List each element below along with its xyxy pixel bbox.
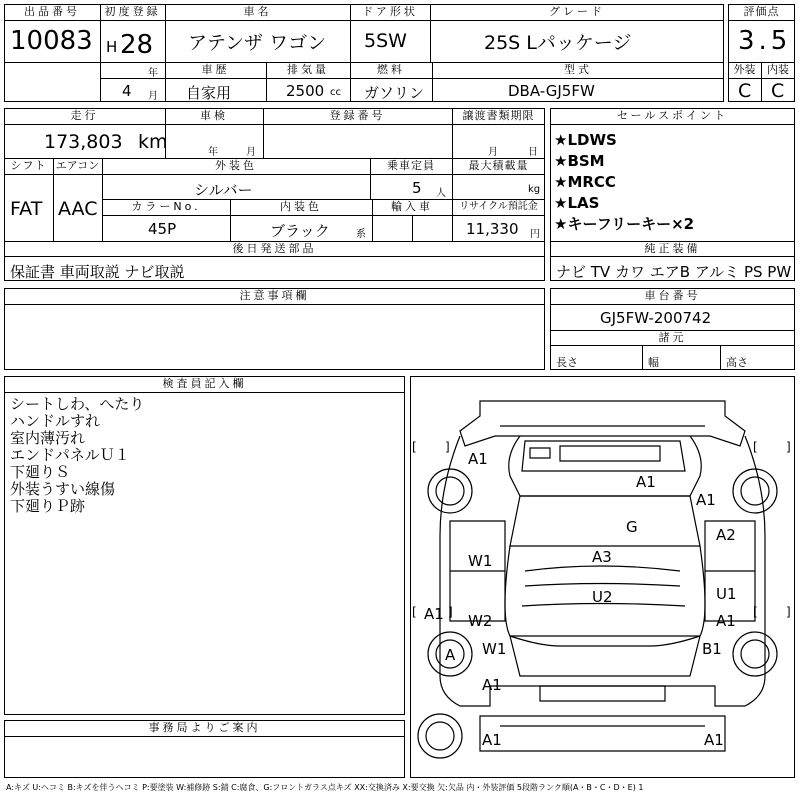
first-reg-era: H — [106, 38, 118, 56]
displacement-label: 排気量 — [287, 63, 329, 76]
mileage: 173,803 — [44, 131, 123, 153]
later-parts-label: 後日発送部品 — [232, 242, 317, 255]
transfer-day-unit: 日 — [528, 147, 538, 158]
inspector-line: シートしわ、へたり — [10, 395, 145, 413]
notes-label: 注意事項欄 — [239, 289, 310, 302]
mark-left-rear-fender: W1 — [482, 640, 507, 658]
lot-no: 10083 — [10, 26, 93, 56]
sales-point-item: ★BSM — [554, 152, 605, 170]
inspection-label: 車検 — [200, 109, 228, 122]
first-reg-month-unit: 月 — [148, 91, 158, 102]
first-reg-label: 初度登録 — [104, 5, 161, 18]
mark-rear-bumper-right: A1 — [704, 731, 724, 749]
inspector-line: 室内薄汚れ — [10, 429, 86, 447]
sales-label: セールスポイント — [616, 109, 728, 122]
max-load-unit: kg — [528, 184, 541, 195]
office-label: 事務局よりご案内 — [148, 721, 261, 734]
int-grade: C — [771, 80, 785, 102]
car-name: アテンザ ワゴン — [188, 32, 327, 54]
inspector-line: 下廻りＰ跡 — [10, 497, 86, 515]
mark-right-front-door: A2 — [716, 526, 736, 544]
mark-left-front-fender: A1 — [468, 450, 488, 468]
mark-right-front-fender: A1 — [696, 491, 716, 509]
inspector-label: 検査員記入欄 — [162, 377, 247, 390]
int-color: ブラック — [270, 222, 330, 240]
mark-rear-bumper-left: A1 — [482, 731, 502, 749]
inspector-line: エンドパネルＵ１ — [10, 446, 130, 464]
genuine-label: 純正装備 — [644, 242, 701, 255]
recycle-label: リサイクル預託金 — [459, 201, 538, 212]
door-label: ドア形状 — [362, 5, 418, 18]
mark-left-front-door: W1 — [468, 552, 493, 570]
color-no: 45P — [148, 220, 177, 238]
svg-text:[: [ — [412, 440, 417, 454]
score-label: 評価点 — [743, 5, 780, 18]
first-reg-month: 4 — [122, 82, 132, 100]
svg-text:[: [ — [753, 605, 758, 619]
capacity-label: 乗車定員 — [387, 159, 435, 172]
inspector-line: ハンドルすれ — [10, 412, 101, 430]
ext-grade-label: 外装 — [733, 63, 756, 76]
car-name-label: 車名 — [243, 5, 272, 18]
model-code: DBA-GJ5FW — [508, 82, 595, 100]
genuine-equipment: ナビ TV カワ エアB アルミ PS PW — [556, 263, 792, 281]
sales-points-list — [554, 130, 792, 235]
transfer-month-unit: 月 — [488, 147, 498, 158]
sales-point-item: ★MRCC — [554, 173, 616, 191]
svg-text:]: ] — [445, 440, 450, 454]
mark-roof: A3 — [592, 548, 612, 566]
ac-label: エアコン — [55, 159, 100, 172]
inspection-year-unit: 年 — [208, 147, 218, 158]
grade-label: グレード — [549, 5, 605, 18]
first-reg-year-unit: 年 — [148, 68, 158, 79]
ext-grade: C — [738, 80, 752, 102]
shift: FAT — [10, 198, 43, 220]
int-color-label: 内装色 — [280, 200, 322, 213]
score: 3.5 — [738, 26, 792, 56]
length-label: 長さ — [556, 356, 578, 369]
displacement-unit: cc — [330, 87, 341, 98]
chassis-number: GJ5FW-200742 — [600, 309, 712, 327]
svg-text:[: [ — [412, 605, 417, 619]
ext-color-label: 外装色 — [215, 159, 257, 172]
svg-text:]: ] — [786, 605, 791, 619]
mark-left-rear-door: W2 — [468, 612, 493, 630]
svg-text:]: ] — [786, 440, 791, 454]
legend: A:キズ U:ヘコミ B:キズを伴うヘコミ P:要塗装 W:補修跡 S:錆 C:腐食、G:フロントガラス点キズ XX:交換済み X:要交換 欠:欠品 内・外装評価 5段階ランク順(A・B・C・D・E) 1 — [6, 783, 644, 792]
door-type: 5SW — [364, 30, 407, 52]
height-label: 高さ — [726, 356, 748, 369]
svg-text:]: ] — [448, 605, 453, 619]
ac: AAC — [58, 198, 98, 220]
inspector-line: 外装うすい線傷 — [10, 480, 116, 498]
first-reg-year: 28 — [120, 30, 154, 60]
svg-text:[: [ — [753, 440, 758, 454]
width-label: 幅 — [648, 356, 659, 369]
int-color-unit: 系 — [356, 229, 366, 240]
transfer-label: 譲渡書類期限 — [462, 109, 535, 122]
recycle-unit: 円 — [530, 229, 540, 240]
model-label: 型式 — [564, 63, 592, 76]
color-no-label: カラーNo. — [131, 200, 201, 213]
recycle-fee: 11,330 — [466, 220, 519, 238]
capacity: 5 — [412, 179, 422, 197]
mark-right-rear-door: U1 — [716, 585, 737, 603]
int-grade-label: 内装 — [767, 63, 789, 76]
mark-hood: A1 — [636, 473, 656, 491]
fuel: ガソリン — [364, 84, 425, 102]
history-label: 車歴 — [201, 63, 230, 76]
history: 自家用 — [186, 84, 232, 102]
inspector-notes — [10, 396, 400, 515]
mark-right-rear-door-low: A1 — [716, 612, 736, 630]
sales-point-item: ★キーフリーキー×2 — [554, 215, 695, 233]
mileage-unit: km — [138, 131, 168, 153]
later-parts: 保証書 車両取説 ナビ取説 — [10, 263, 185, 281]
mark-rear-left-corner: A1 — [482, 676, 502, 694]
shift-label: シフト — [10, 159, 47, 172]
mark-left-rear-wheel: A — [445, 646, 456, 664]
sales-point-item: ★LDWS — [554, 131, 617, 149]
displacement: 2500 — [286, 82, 325, 100]
mark-left-side-sill: A1 — [424, 605, 444, 623]
chassis-label: 車台番号 — [644, 289, 701, 302]
fuel-label: 燃料 — [377, 63, 405, 76]
dims-label: 諸元 — [658, 331, 687, 344]
car-diagram — [410, 376, 795, 778]
sales-point-item: ★LAS — [554, 194, 600, 212]
inspector-line: 下廻りＳ — [10, 463, 71, 481]
max-load-label: 最大積載量 — [468, 159, 529, 172]
mark-windshield: G — [626, 518, 638, 536]
lot-no-label: 出品番号 — [24, 5, 80, 18]
mark-right-rear-fender: B1 — [702, 640, 722, 658]
mark-rear-roof: U2 — [592, 588, 613, 606]
mileage-label: 走行 — [70, 109, 99, 122]
reg-no-label: 登録番号 — [329, 109, 386, 122]
import-label: 輸入車 — [391, 200, 433, 213]
capacity-unit: 人 — [436, 188, 446, 199]
grade: 25S Lパッケージ — [484, 32, 632, 54]
ext-color: シルバー — [194, 181, 253, 199]
inspection-month-unit: 月 — [246, 147, 256, 158]
